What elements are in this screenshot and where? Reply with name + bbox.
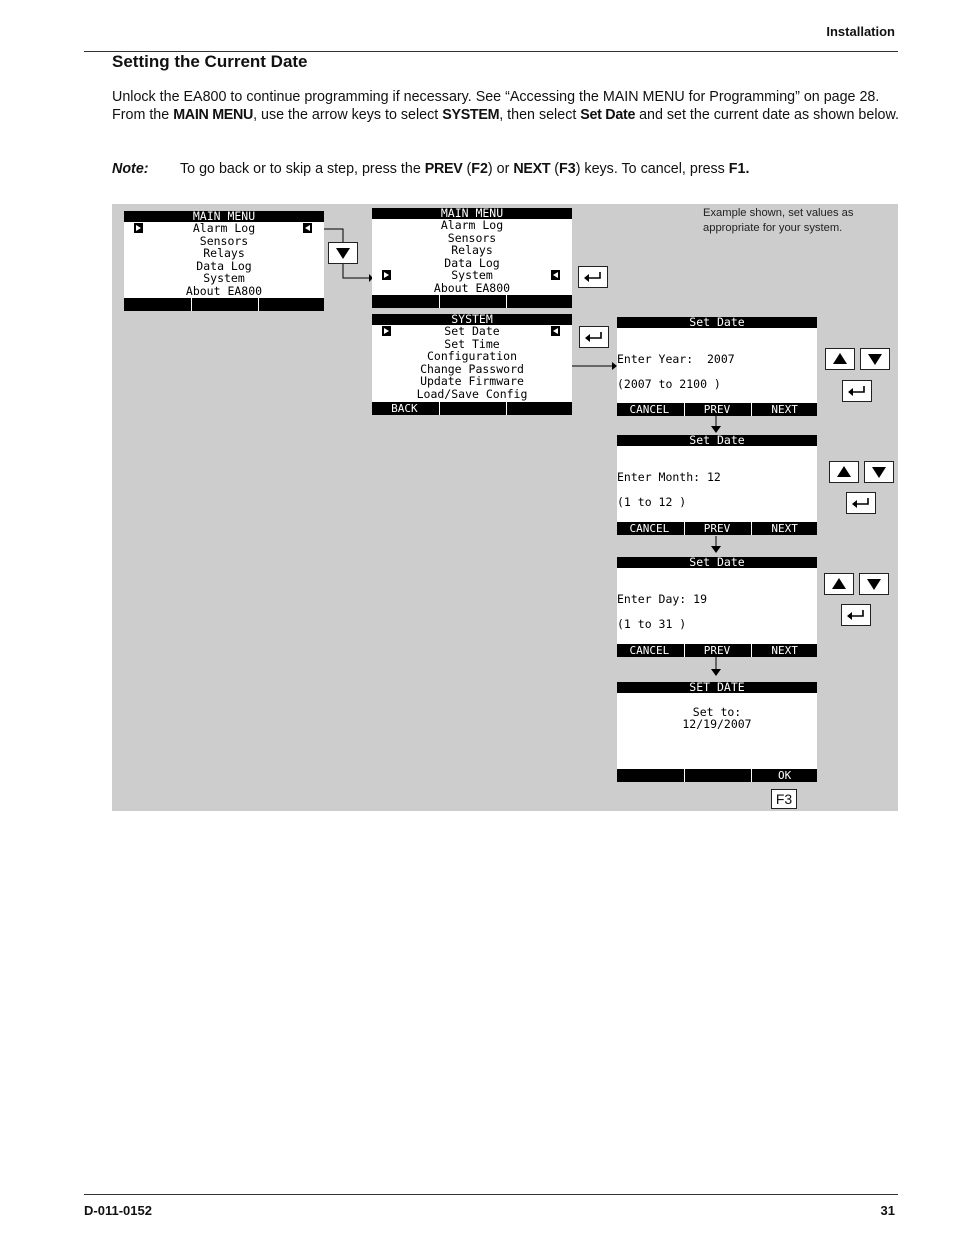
- softkey-bar: [617, 522, 817, 535]
- menu-item-update-firmware[interactable]: Update Firmware: [420, 374, 524, 389]
- menu-pointer-icon: [382, 270, 391, 280]
- menu-item-data-log[interactable]: Data Log: [196, 258, 252, 273]
- softkey-bar: [372, 402, 572, 415]
- down-arrow-key-icon[interactable]: [864, 461, 894, 483]
- menu-pointer-icon: [303, 223, 312, 233]
- confirm-label: Set to:: [692, 705, 742, 719]
- lcd-set-day: [617, 557, 817, 657]
- footer-rule: [84, 1194, 898, 1195]
- down-arrow-key-icon[interactable]: [860, 348, 890, 370]
- menu-pointer-icon: [551, 270, 560, 280]
- menu-item-alarm-log[interactable]: Alarm Log: [440, 218, 504, 232]
- enter-key-icon[interactable]: [841, 604, 871, 626]
- month-entry[interactable]: Enter Month: 12: [617, 470, 721, 484]
- enter-key-icon[interactable]: [579, 326, 609, 348]
- menu-item-system[interactable]: System: [372, 269, 572, 282]
- section-header: Installation: [826, 24, 895, 39]
- softkey-ok[interactable]: OK: [751, 769, 817, 782]
- menu-item-relays[interactable]: Relays: [203, 246, 245, 261]
- enter-key-icon[interactable]: [578, 266, 608, 288]
- lcd-main-menu-system-selected: [372, 208, 572, 308]
- softkey-cancel[interactable]: CANCEL: [629, 644, 670, 657]
- day-range: (1 to 31 ): [617, 617, 687, 631]
- softkey-next[interactable]: NEXT: [751, 403, 817, 416]
- f3-key-label[interactable]: F3: [771, 789, 797, 809]
- lcd-set-year: [617, 317, 817, 416]
- lcd-set-month: [617, 435, 817, 535]
- lcd-system-menu: [372, 314, 572, 415]
- menu-item-configuration[interactable]: Configuration: [426, 349, 517, 364]
- lcd-title: Set Date: [617, 317, 817, 328]
- menu-item-system[interactable]: System: [203, 271, 245, 286]
- softkey-cancel[interactable]: CANCEL: [629, 403, 670, 416]
- menu-item-change-password[interactable]: Change Password: [420, 361, 524, 376]
- page-title: Setting the Current Date: [112, 52, 308, 71]
- year-entry[interactable]: Enter Year: 2007: [617, 352, 735, 366]
- up-arrow-key-icon[interactable]: [824, 573, 854, 595]
- lcd-title: Set Date: [617, 557, 817, 568]
- menu-item-sensors[interactable]: Sensors: [447, 230, 497, 245]
- year-range: (2007 to 2100 ): [617, 377, 721, 391]
- menu-pointer-icon: [134, 223, 143, 233]
- softkey-prev[interactable]: PREV: [684, 522, 750, 535]
- menu-item-set-date[interactable]: Set Date: [372, 325, 572, 338]
- menu-pointer-icon: [382, 326, 391, 336]
- softkey-next[interactable]: NEXT: [751, 522, 817, 535]
- softkey-bar: [372, 295, 572, 308]
- menu-item-sensors[interactable]: Sensors: [199, 233, 249, 248]
- intro-paragraph: Unlock the EA800 to continue programming if necessary. See “Accessing the MAIN MENU for Programming” on page 28. From the MAIN MENU, use the arrow keys to select SYSTEM, then select Set Date and set the current date as shown below.: [112, 89, 899, 123]
- menu-item-alarm-log[interactable]: Alarm Log: [124, 222, 324, 235]
- softkey-prev[interactable]: PREV: [684, 403, 750, 416]
- softkey-bar: [617, 644, 817, 657]
- softkey-next[interactable]: NEXT: [751, 644, 817, 657]
- lcd-title: MAIN MENU: [124, 211, 324, 222]
- footer-page-number: 31: [880, 1203, 895, 1218]
- lcd-title: SYSTEM: [372, 314, 572, 325]
- menu-pointer-icon: [551, 326, 560, 336]
- day-entry[interactable]: Enter Day: 19: [617, 592, 708, 606]
- softkey-back[interactable]: BACK: [391, 402, 418, 415]
- down-arrow-key-icon[interactable]: [859, 573, 889, 595]
- footer-doc-id: D-011-0152: [84, 1203, 152, 1218]
- lcd-main-menu: [124, 211, 324, 311]
- lcd-set-date-confirm: [617, 682, 817, 782]
- down-arrow-key-icon[interactable]: [328, 242, 358, 264]
- note-text: To go back or to skip a step, press the PREV (F2) or NEXT (F3) keys. To cancel, press F1.: [180, 161, 750, 177]
- softkey-cancel[interactable]: CANCEL: [629, 522, 670, 535]
- enter-key-icon[interactable]: [842, 380, 872, 402]
- menu-item-set-time[interactable]: Set Time: [444, 336, 500, 351]
- menu-item-about[interactable]: About EA800: [433, 280, 511, 295]
- confirm-date: 12/19/2007: [682, 717, 752, 731]
- lcd-title: MAIN MENU: [372, 208, 572, 219]
- softkey-prev[interactable]: PREV: [684, 644, 750, 657]
- up-arrow-key-icon[interactable]: [829, 461, 859, 483]
- lcd-title: SET DATE: [617, 682, 817, 693]
- softkey-bar: [617, 403, 817, 416]
- note-label: Note:: [112, 161, 149, 177]
- menu-item-load-save-config[interactable]: Load/Save Config: [416, 386, 528, 401]
- softkey-bar: [124, 298, 324, 311]
- lcd-title: Set Date: [617, 435, 817, 446]
- month-range: (1 to 12 ): [617, 495, 687, 509]
- menu-item-about[interactable]: About EA800: [185, 283, 263, 298]
- enter-key-icon[interactable]: [846, 492, 876, 514]
- menu-item-data-log[interactable]: Data Log: [444, 255, 500, 270]
- up-arrow-key-icon[interactable]: [825, 348, 855, 370]
- softkey-bar: [617, 769, 817, 782]
- menu-item-relays[interactable]: Relays: [451, 243, 493, 258]
- example-note: Example shown, set values as appropriate for your system.: [703, 207, 854, 234]
